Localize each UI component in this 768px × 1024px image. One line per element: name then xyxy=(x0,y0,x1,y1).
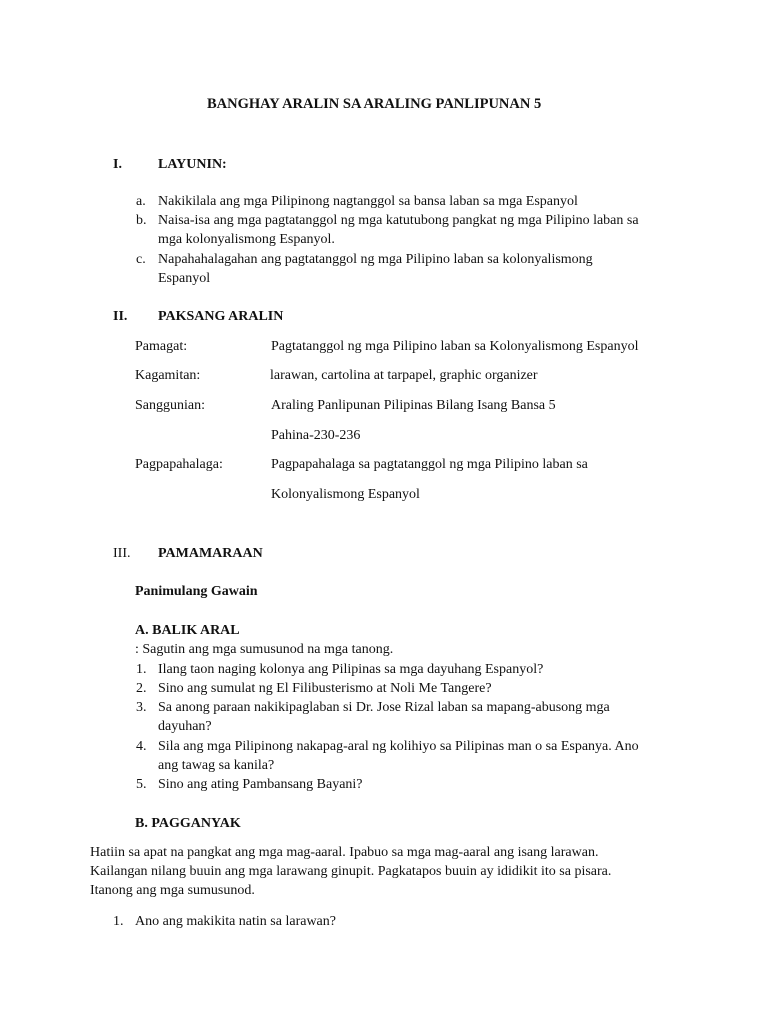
question-3-line-1: Sa anong paraan nakikipaglaban si Dr. Jose Rizal laban sa mapang-abusong mga xyxy=(158,700,610,715)
question-1-line-1: Ilang taon naging kolonya ang Pilipinas sa mga dayuhang Espanyol? xyxy=(158,662,544,677)
question-5-marker: 5. xyxy=(136,777,147,792)
question-5-line-1: Sino ang ating Pambansang Bayani? xyxy=(158,777,363,792)
question-4-marker: 4. xyxy=(136,739,147,754)
pahina-value: Pahina-230-236 xyxy=(271,428,361,443)
pagganyak-paragraph-line-3: Itanong ang mga sumusunod. xyxy=(90,883,255,898)
question-3-marker: 3. xyxy=(136,700,147,715)
question-4-line-2: ang tawag sa kanila? xyxy=(158,758,275,773)
section-3-number: III. xyxy=(113,546,131,561)
pagganyak-question-1-line-1: Ano ang makikita natin sa larawan? xyxy=(135,914,336,929)
pagpapahalaga-label: Pagpapahalaga: xyxy=(135,457,223,472)
question-2-marker: 2. xyxy=(136,681,147,696)
objective-c-marker: c. xyxy=(136,252,146,267)
objective-b-line-1: Naisa-isa ang mga pagtatanggol ng mga katutubong pangkat ng mga Pilipino laban sa xyxy=(158,213,639,228)
panimulang-gawain-heading: Panimulang Gawain xyxy=(135,584,258,599)
section-2-number: II. xyxy=(113,309,128,324)
balik-aral-intro: : Sagutin ang mga sumusunod na mga tanong. xyxy=(135,642,394,657)
pagganyak-paragraph-line-1: Hatiin sa apat na pangkat ang mga mag-aaral. Ipabuo sa mga mag-aaral ang isang larawan. xyxy=(90,845,599,860)
section-1-number: I. xyxy=(113,157,122,172)
section-1-heading: LAYUNIN: xyxy=(158,157,227,172)
kagamitan-value: larawan, cartolina at tarpapel, graphic organizer xyxy=(270,368,538,383)
pamagat-label: Pamagat: xyxy=(135,339,188,354)
objective-c-line-2: Espanyol xyxy=(158,271,211,286)
sanggunian-value: Araling Panlipunan Pilipinas Bilang Isang Bansa 5 xyxy=(271,398,556,413)
pagpapahalaga-value-line-1: Pagpapahalaga sa pagtatanggol ng mga Pilipino laban sa xyxy=(271,457,588,472)
objective-c-line-1: Napahahalagahan ang pagtatanggol ng mga Pilipino laban sa kolonyalismong xyxy=(158,252,593,267)
pagganyak-question-1-marker: 1. xyxy=(113,914,124,929)
objective-a-line-1: Nakikilala ang mga Pilipinong nagtanggol sa bansa laban sa mga Espanyol xyxy=(158,194,578,209)
section-2-heading: PAKSANG ARALIN xyxy=(158,309,284,324)
objective-a-marker: a. xyxy=(136,194,146,209)
objective-b-line-2: mga kolonyalismong Espanyol. xyxy=(158,232,335,247)
sanggunian-label: Sanggunian: xyxy=(135,398,205,413)
pamagat-value: Pagtatanggol ng mga Pilipino laban sa Kolonyalismong Espanyol xyxy=(271,339,639,354)
objective-b-marker: b. xyxy=(136,213,147,228)
pagganyak-heading: B. PAGGANYAK xyxy=(135,816,241,831)
balik-aral-heading: A. BALIK ARAL xyxy=(135,623,240,638)
pagganyak-paragraph-line-2: Kailangan nilang buuin ang mga larawang ginupit. Pagkatapos buuin ay ididikit ito sa pisara. xyxy=(90,864,612,879)
question-1-marker: 1. xyxy=(136,662,147,677)
kagamitan-label: Kagamitan: xyxy=(135,368,201,383)
question-3-line-2: dayuhan? xyxy=(158,719,212,734)
section-3-heading: PAMAMARAAN xyxy=(158,546,263,561)
document-title: BANGHAY ARALIN SA ARALING PANLIPUNAN 5 xyxy=(207,96,542,112)
pagpapahalaga-value-line-2: Kolonyalismong Espanyol xyxy=(271,487,420,502)
question-4-line-1: Sila ang mga Pilipinong nakapag-aral ng kolihiyo sa Pilipinas man o sa Espanya. Ano xyxy=(158,739,639,754)
question-2-line-1: Sino ang sumulat ng El Filibusterismo at Noli Me Tangere? xyxy=(158,681,492,696)
